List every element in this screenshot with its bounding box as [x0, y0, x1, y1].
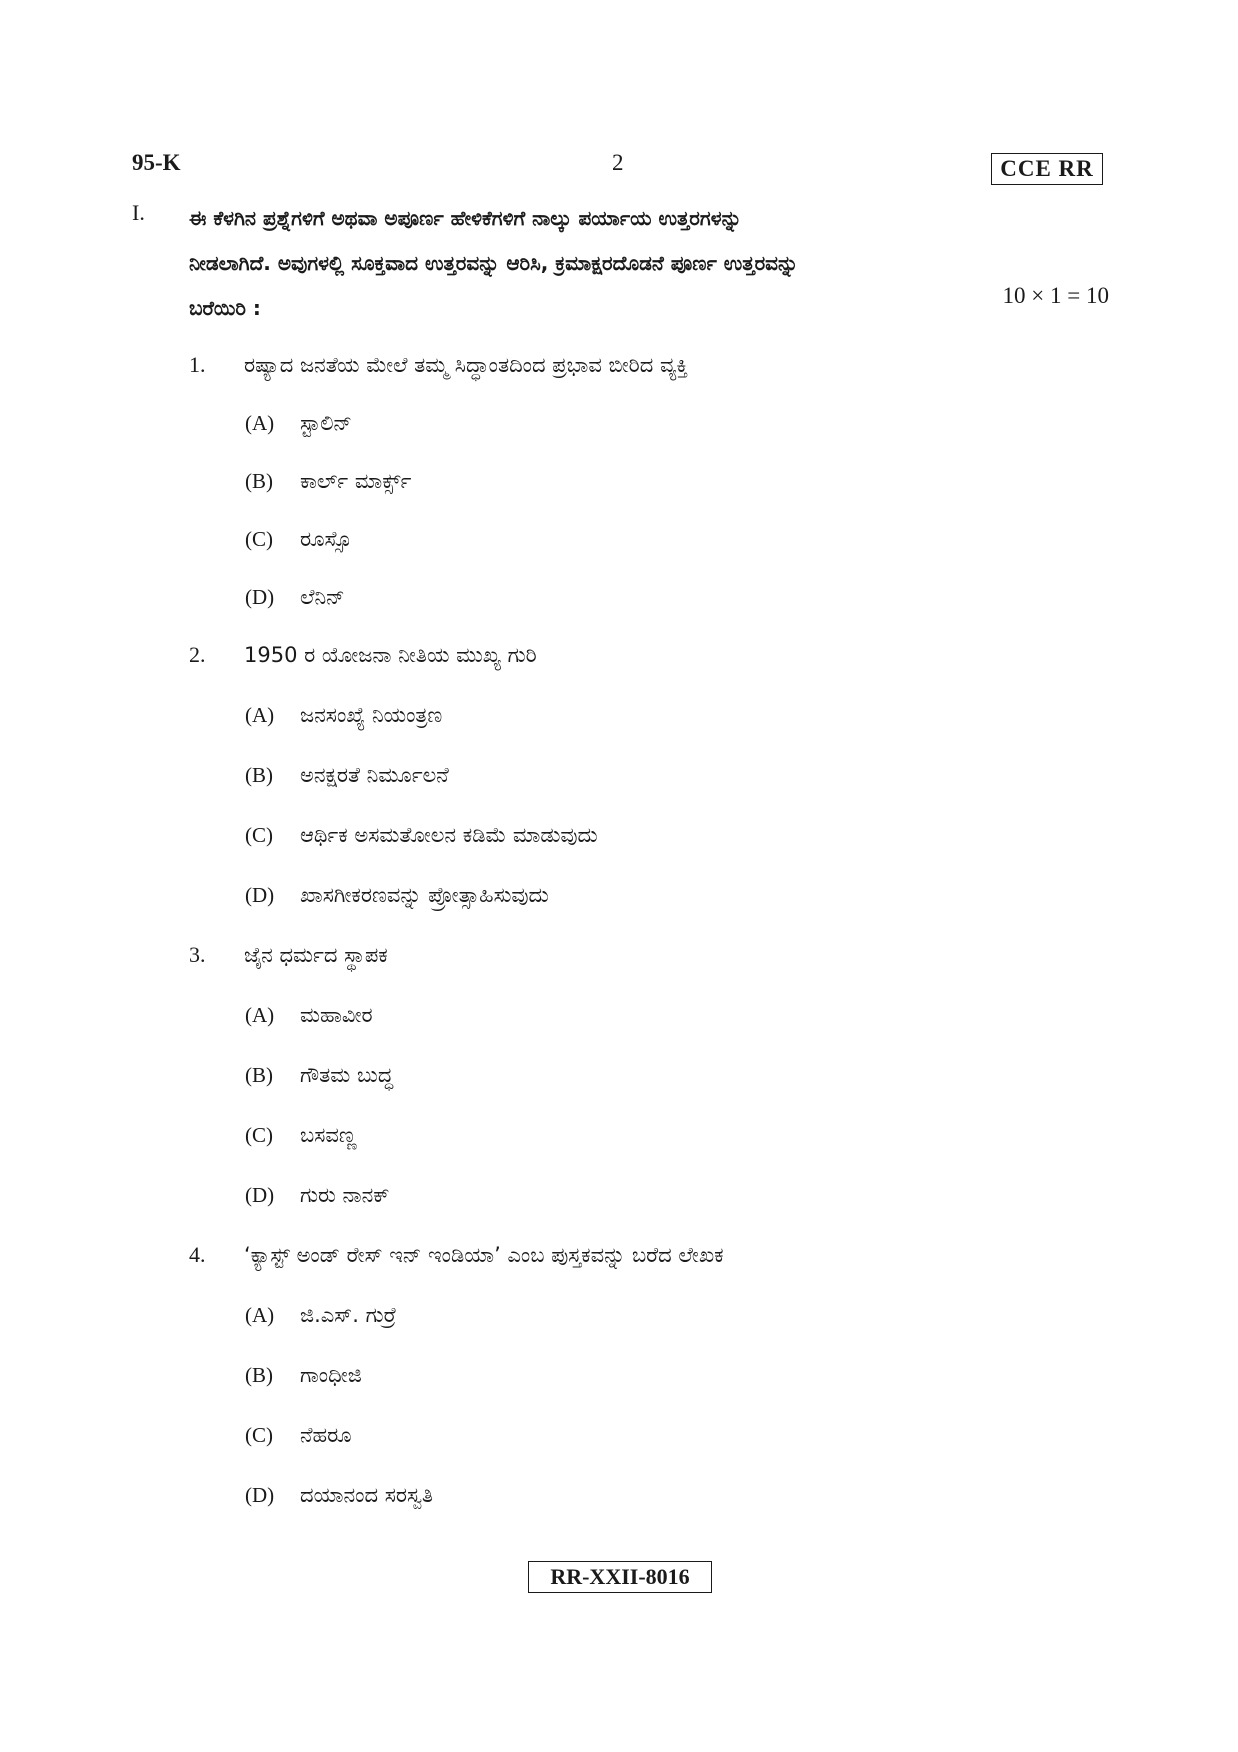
option-text: ಮಹಾವೀರ	[300, 1003, 373, 1027]
option-text: ಆರ್ಥಿಕ ಅಸಮತೋಲನ ಕಡಿಮೆ ಮಾಡುವುದು	[300, 823, 598, 847]
option-letter: (A)	[245, 411, 275, 435]
section-numeral: I.	[132, 200, 145, 225]
question-2-option-a	[245, 700, 442, 730]
option-letter: (A)	[245, 1303, 275, 1327]
question-text: ರಷ್ಯಾದ ಜನತೆಯ ಮೇಲೆ ತಮ್ಮ ಸಿದ್ಧಾಂತದಿಂದ ಪ್ರಭಾವ ಬೀರಿದ ವ್ಯಕ್ತಿ	[244, 353, 688, 377]
question-2-option-d	[245, 880, 549, 910]
option-text: ನೆಹರೂ	[300, 1423, 352, 1447]
option-text: ಕಾರ್ಲ್ ಮಾರ್ಕ್ಸ್	[300, 469, 412, 493]
option-letter: (D)	[245, 1183, 275, 1207]
question-3-option-a	[245, 1000, 373, 1030]
question-1	[189, 350, 688, 380]
page-number: 2	[612, 150, 624, 175]
option-letter: (B)	[245, 1363, 273, 1387]
option-letter: (A)	[245, 703, 275, 727]
question-4	[189, 1240, 724, 1270]
question-1-option-c	[245, 524, 352, 554]
option-text: ಅನಕ್ಷರತೆ ನಿರ್ಮೂಲನೆ	[300, 763, 449, 787]
question-4-option-c	[245, 1420, 352, 1450]
page-code: 95-K	[132, 150, 181, 175]
question-1-option-a	[245, 408, 352, 438]
footer-code: RR-XXII-8016	[528, 1561, 712, 1593]
option-text: ಖಾಸಗೀಕರಣವನ್ನು ಪ್ರೋತ್ಸಾಹಿಸುವುದು	[300, 883, 549, 907]
option-text: ಗಾಂಧೀಜಿ	[300, 1363, 362, 1387]
instructions-line: ಬರೆಯಿರಿ :	[189, 296, 261, 320]
option-letter: (D)	[245, 585, 275, 609]
option-letter: (C)	[245, 527, 273, 551]
option-text: ರೂಸ್ಸೊ	[300, 527, 352, 551]
question-4-option-a	[245, 1300, 397, 1330]
option-letter: (D)	[245, 1483, 275, 1507]
section-instructions	[189, 196, 1109, 331]
option-letter: (C)	[245, 1423, 273, 1447]
option-letter: (D)	[245, 883, 275, 907]
option-letter: (C)	[245, 823, 273, 847]
marks-allocation: 10 × 1 = 10	[1002, 283, 1109, 308]
option-text: ಲೆನಿನ್	[300, 585, 345, 609]
option-text: ಗುರು ನಾನಕ್	[300, 1183, 390, 1207]
option-letter: (A)	[245, 1003, 275, 1027]
question-3-option-b	[245, 1060, 393, 1090]
question-1-option-d	[245, 582, 345, 612]
option-letter: (B)	[245, 469, 273, 493]
question-text: ‘ಕ್ಯಾಸ್ಟ್ ಅಂಡ್ ರೇಸ್ ಇನ್ ಇಂಡಿಯಾ’ ಎಂಬ ಪುಸ್ತಕವನ್ನು ಬರೆದ ಲೇಖಕ	[244, 1243, 724, 1267]
question-1-option-b	[245, 466, 411, 496]
series-label: CCE RR	[991, 153, 1103, 185]
option-text: ಗೌತಮ ಬುದ್ಧ	[300, 1063, 394, 1087]
option-text: ದಯಾನಂದ ಸರಸ್ವತಿ	[300, 1483, 433, 1507]
question-number: 2.	[189, 642, 206, 667]
question-number: 3.	[189, 942, 206, 967]
option-letter: (C)	[245, 1123, 273, 1147]
question-number: 1.	[189, 352, 206, 377]
option-text: ಸ್ಟಾಲಿನ್	[300, 411, 352, 435]
question-text: ಜೈನ ಧರ್ಮದ ಸ್ಥಾಪಕ	[244, 943, 388, 967]
option-text: ಬಸವಣ್ಣ	[300, 1123, 357, 1147]
option-text: ಜಿ.ಎಸ್. ಗುರ್ರೆ	[300, 1303, 397, 1327]
question-text: 1950 ರ ಯೋಜನಾ ನೀತಿಯ ಮುಖ್ಯ ಗುರಿ	[244, 643, 537, 667]
question-2-option-b	[245, 760, 449, 790]
question-3	[189, 940, 388, 970]
option-letter: (B)	[245, 763, 273, 787]
question-2-option-c	[245, 820, 598, 850]
instructions-line: ಈ ಕೆಳಗಿನ ಪ್ರಶ್ನೆಗಳಿಗೆ ಅಥವಾ ಅಪೂರ್ಣ ಹೇಳಿಕೆಗಳಿಗೆ ನಾಲ್ಕು ಪರ್ಯಾಯ ಉತ್ತರಗಳನ್ನು	[189, 206, 742, 230]
question-3-option-c	[245, 1120, 357, 1150]
option-text: ಜನಸಂಖ್ಯೆ ನಿಯಂತ್ರಣ	[300, 703, 443, 727]
question-3-option-d	[245, 1180, 390, 1210]
question-4-option-b	[245, 1360, 362, 1390]
option-letter: (B)	[245, 1063, 273, 1087]
question-2	[189, 640, 537, 670]
instructions-line: ನೀಡಲಾಗಿದೆ. ಅವುಗಳಲ್ಲಿ ಸೂಕ್ತವಾದ ಉತ್ತರವನ್ನು ಆರಿಸಿ, ಕ್ರಮಾಕ್ಷರದೊಡನೆ ಪೂರ್ಣ ಉತ್ತರವನ್ನು	[189, 251, 799, 275]
question-4-option-d	[245, 1480, 433, 1510]
question-number: 4.	[189, 1242, 206, 1267]
